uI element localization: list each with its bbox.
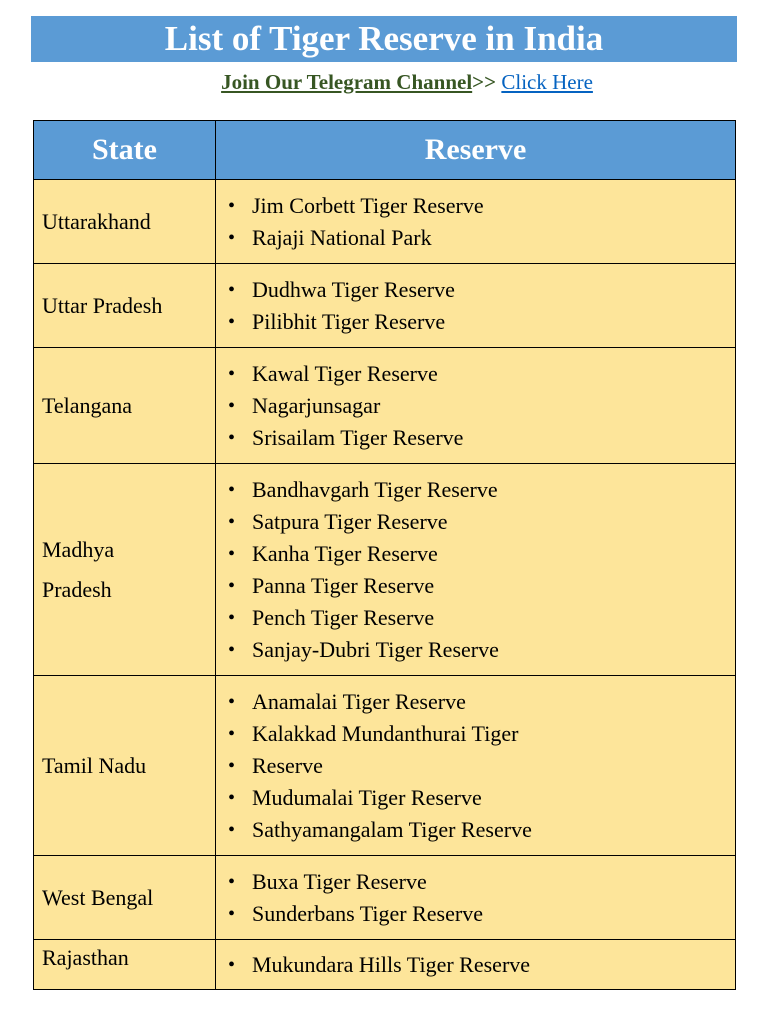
reserve-list-cell [216, 856, 736, 940]
reserve-item [228, 538, 735, 570]
reserve-item [228, 274, 735, 306]
bullet-icon: • [228, 394, 236, 417]
reserve-name: Kalakkad Mundanthurai Tiger [252, 720, 519, 746]
state-cell [34, 676, 216, 856]
reserve-list [228, 358, 735, 454]
reserve-name: Kawal Tiger Reserve [252, 360, 438, 386]
reserve-list [228, 866, 735, 930]
reserve-name: Rajaji National Park [252, 224, 432, 250]
bullet-icon: • [228, 310, 236, 333]
reserve-item [228, 390, 735, 422]
reserve-item [228, 422, 735, 454]
state-name-line: West Bengal [42, 884, 154, 910]
reserve-list-cell [216, 940, 736, 990]
reserve-name: Srisailam Tiger Reserve [252, 424, 464, 450]
reserve-name: Panna Tiger Reserve [252, 572, 435, 598]
reserve-list-cell [216, 264, 736, 348]
reserve-name: Sunderbans Tiger Reserve [252, 900, 483, 926]
reserve-item [228, 686, 735, 718]
state-name-line: Uttar Pradesh [42, 292, 163, 318]
bullet-icon: • [228, 870, 236, 893]
reserve-name: Buxa Tiger Reserve [252, 868, 427, 894]
reserve-list [228, 474, 735, 666]
reserve-name: Sathyamangalam Tiger Reserve [252, 816, 532, 842]
bullet-icon: • [228, 722, 236, 745]
reserve-item [228, 306, 735, 338]
reserve-item [228, 718, 735, 750]
reserve-item [228, 474, 735, 506]
bullet-icon: • [228, 426, 236, 449]
table-row [34, 676, 736, 856]
reserve-item [228, 866, 735, 898]
reserve-item [228, 602, 735, 634]
telegram-text: Join Our Telegram Channel [221, 70, 473, 94]
bullet-icon: • [228, 638, 236, 661]
bullet-icon: • [228, 362, 236, 385]
reserve-name: Bandhavgarh Tiger Reserve [252, 476, 498, 502]
state-name-line: Madhya [42, 536, 115, 562]
bullet-icon: • [228, 478, 236, 501]
reserve-item [228, 570, 735, 602]
reserve-item [228, 506, 735, 538]
state-cell [34, 940, 216, 990]
reserve-item [228, 750, 735, 782]
bullet-icon: • [228, 606, 236, 629]
table-header-row [34, 121, 736, 180]
bullet-icon: • [228, 226, 236, 249]
reserve-name: Jim Corbett Tiger Reserve [252, 192, 484, 218]
reserve-list-cell [216, 180, 736, 264]
reserve-column-header: Reserve [216, 121, 736, 180]
state-name-line: Telangana [42, 392, 133, 418]
reserve-list [228, 949, 735, 981]
table-row [34, 180, 736, 264]
bullet-icon: • [228, 510, 236, 533]
bullet-icon: • [228, 574, 236, 597]
table-row [34, 940, 736, 990]
reserve-item [228, 949, 735, 981]
reserve-item [228, 782, 735, 814]
reserve-name: Anamalai Tiger Reserve [252, 688, 466, 714]
tiger-reserve-table [33, 120, 736, 990]
reserve-name: Mudumalai Tiger Reserve [252, 784, 482, 810]
bullet-icon: • [228, 953, 236, 976]
reserve-item [228, 814, 735, 846]
state-name-line: Rajasthan [42, 945, 129, 970]
state-cell [34, 264, 216, 348]
bullet-icon: • [228, 194, 236, 217]
telegram-promo [0, 70, 768, 95]
state-name-line: Pradesh [42, 576, 112, 602]
reserve-item [228, 898, 735, 930]
reserve-name: Reserve [252, 752, 323, 778]
bullet-icon: • [228, 754, 236, 777]
reserve-name: Satpura Tiger Reserve [252, 508, 448, 534]
reserve-list [228, 686, 735, 846]
reserve-item [228, 222, 735, 254]
reserve-item [228, 634, 735, 666]
table-row [34, 464, 736, 676]
reserve-list-cell [216, 464, 736, 676]
promo-arrows: >> [472, 70, 497, 94]
state-name-line: Tamil Nadu [42, 752, 147, 778]
reserve-name: Sanjay-Dubri Tiger Reserve [252, 636, 499, 662]
reserve-name: Mukundara Hills Tiger Reserve [252, 951, 531, 977]
reserve-list [228, 274, 735, 338]
reserve-name: Nagarjunsagar [252, 392, 381, 418]
reserve-name: Dudhwa Tiger Reserve [252, 276, 455, 302]
page-title: List of Tiger Reserve in India [31, 16, 737, 62]
bullet-icon: • [228, 786, 236, 809]
bullet-icon: • [228, 690, 236, 713]
table-row [34, 348, 736, 464]
state-cell [34, 180, 216, 264]
state-column-header: State [34, 121, 216, 180]
reserve-item [228, 190, 735, 222]
reserve-list [228, 190, 735, 254]
reserve-name: Kanha Tiger Reserve [252, 540, 438, 566]
state-cell [34, 856, 216, 940]
reserve-item [228, 358, 735, 390]
reserve-name: Pench Tiger Reserve [252, 604, 435, 630]
state-cell [34, 348, 216, 464]
reserve-list-cell [216, 348, 736, 464]
reserve-list-cell [216, 676, 736, 856]
bullet-icon: • [228, 818, 236, 841]
bullet-icon: • [228, 902, 236, 925]
table-row [34, 856, 736, 940]
state-cell [34, 464, 216, 676]
reserve-name: Pilibhit Tiger Reserve [252, 308, 446, 334]
click-here-link[interactable]: Click Here [501, 70, 593, 94]
bullet-icon: • [228, 278, 236, 301]
state-name-line: Uttarakhand [42, 208, 151, 234]
table-row [34, 264, 736, 348]
bullet-icon: • [228, 542, 236, 565]
